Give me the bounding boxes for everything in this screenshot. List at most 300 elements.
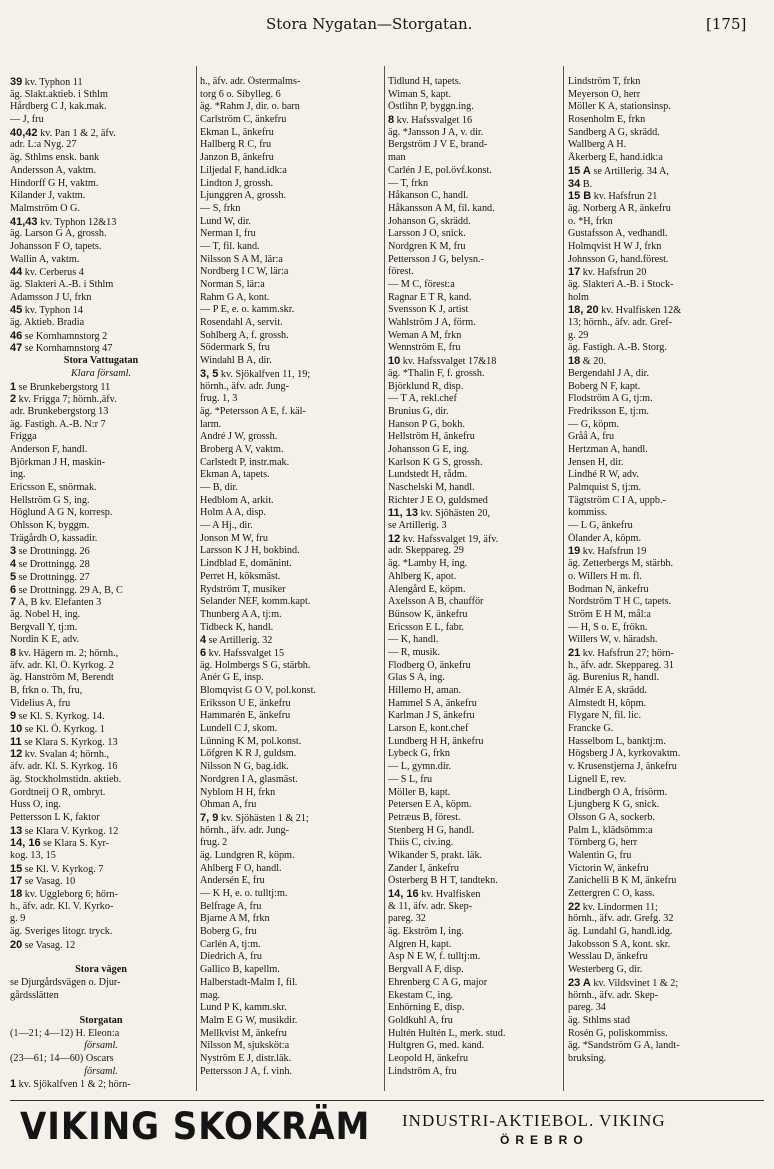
directory-entry: Boberg N F, kapt.	[568, 380, 641, 392]
directory-entry: 3, 5 kv. Sjökalfven 11, 19;	[200, 367, 311, 380]
directory-entry: Hillemo H, aman.	[388, 685, 461, 696]
directory-entry: Högsberg J A, kyrkovaktm.	[568, 748, 681, 760]
directory-entry: Håkanson C, handl.	[388, 190, 469, 202]
directory-entry: Petræus B, förest.	[388, 811, 461, 823]
directory-entry: 39 kv. Typhon 11	[10, 76, 83, 88]
directory-entry: Bergström J V E, brand-	[388, 139, 488, 151]
directory-entry: Palmquist S, tj:m.	[568, 482, 642, 493]
directory-entry: Nordin K E, adv.	[10, 634, 80, 646]
directory-entry: Perret H, köksmäst.	[200, 570, 281, 582]
directory-entry: Björklund R, disp.	[388, 380, 464, 392]
directory-entry: Liljedal F, hand.idk:a	[200, 164, 287, 176]
directory-entry: Hindorff G H, vaktm.	[10, 177, 99, 189]
directory-entry: Gustafsson A, vedhandl.	[568, 228, 668, 240]
directory-entry: Carlén J E, pol.övf.konst.	[388, 164, 492, 176]
directory-entry: 13; hörnh., äfv. adr. Gref-	[568, 317, 673, 329]
directory-entry: Lundberg H H, änkefru	[388, 735, 484, 747]
directory-entry: äg. Larson G A, grossh.	[10, 228, 107, 240]
directory-entry: äg. Slakteri A.-B. i Stock-	[568, 279, 674, 290]
directory-entry: Mellkvist M, änkefru	[200, 1027, 287, 1039]
directory-entry: äg. Ekström I, ing.	[388, 926, 464, 938]
directory-entry: 4 se Artillerig. 32	[200, 634, 273, 647]
directory-entry: 14, 16 se Klara S. Kyr-	[10, 837, 110, 850]
directory-entry: Ohlsson K, byggm.	[10, 520, 90, 532]
directory-entry: äg. *Petersson A E, f. käl-	[200, 405, 306, 417]
directory-entry: Belfrage A, fru	[200, 900, 262, 912]
directory-entry: frug. 1, 3	[200, 393, 238, 405]
directory-entry: Tägtström C I A, uppb.-	[568, 494, 666, 506]
directory-entry: hörnh., äfv. adr. Jung-	[200, 380, 290, 392]
directory-entry: Ericsson E, snörmak.	[10, 482, 97, 493]
directory-entry: — K, handl.	[388, 634, 439, 646]
directory-entry: Westerberg G, dir.	[568, 964, 643, 976]
directory-entry: (23—61; 14—60) Oscars	[10, 1052, 114, 1064]
directory-entry: Anér G E, insp.	[200, 672, 264, 684]
directory-entry: Nordberg I C W, lär:a	[200, 266, 289, 278]
directory-entry: äg. Sthlms stad	[568, 1014, 630, 1026]
directory-entry: Willers W, v. häradsh.	[568, 634, 658, 646]
directory-entry: Rosendahl A, servit.	[200, 317, 283, 329]
directory-entry: adr. Skeppareg. 29	[388, 545, 464, 557]
directory-entry: Lundstedt H, rådm.	[388, 469, 468, 481]
directory-entry: Fredriksson E, tj:m.	[568, 405, 649, 417]
directory-entry: Gordtneij O R, ombryt.	[10, 786, 106, 798]
directory-entry: Petersen E A, köpm.	[388, 799, 472, 811]
directory-entry: Huss O, ing.	[10, 799, 61, 811]
directory-entry: Hårdberg C J, kak.mak.	[10, 101, 107, 113]
directory-entry: Alengård E, köpm.	[388, 583, 466, 595]
directory-entry: Adamsson J U, frkn	[10, 291, 92, 303]
ad-city: ÖREBRO	[500, 1133, 589, 1147]
directory-entry: Tidlund H, tapets.	[388, 76, 462, 87]
directory-entry: äg. Lundgren R, köpm.	[200, 849, 295, 861]
ad-brand: VIKING SKOKRÄM	[20, 1105, 371, 1148]
directory-entry: Carlstedt P, instr.mak.	[200, 456, 290, 468]
directory-entry: Östlihn P, byggn.ing.	[388, 101, 474, 113]
directory-entry: Wikander S, prakt. läk.	[388, 849, 483, 861]
directory-entry: Zanichelli B K M, änkefru	[568, 875, 677, 887]
directory-entry: 4 se Drottningg. 28	[10, 558, 90, 571]
directory-entry: — G, köpm.	[568, 418, 619, 430]
column-3	[388, 76, 560, 1091]
directory-entry: Enhörning E, disp.	[388, 1002, 465, 1014]
directory-entry: äg. Slakt.aktieb. i Sthlm	[10, 88, 108, 100]
directory-entry: 45 kv. Typhon 14	[10, 304, 83, 317]
directory-entry: 5 se Drottningg. 27	[10, 570, 90, 583]
directory-entry: äg. Burenius R, handl.	[568, 672, 660, 684]
directory-entry: Ström E H M, mål:a	[568, 608, 651, 620]
directory-entry: Wesslau D, änkefru	[568, 951, 648, 963]
directory-entry: Meyerson O, herr	[568, 88, 641, 100]
directory-entry: — K H, e. o. tulltj:m.	[200, 888, 288, 899]
directory-entry: holm	[568, 291, 589, 303]
directory-entry: Håkansson A M, fil. kand.	[388, 202, 495, 214]
directory-entry: Larson E, kont.chef	[388, 723, 469, 735]
directory-entry: Lund P K, kamm.skr.	[200, 1002, 287, 1014]
directory-entry: Karlman J S, änkefru	[388, 710, 475, 722]
directory-entry: Wahlström J A, förm.	[388, 317, 476, 329]
directory-entry: Nyblom H H, frkn	[200, 786, 276, 798]
directory-entry: Jensen H, dir.	[568, 456, 624, 468]
directory-entry: Andersén E, fru	[200, 875, 265, 887]
directory-entry: Bergvall Y, tj:m.	[10, 621, 78, 633]
directory-entry: 21 kv. Hafsfrun 27; hörn-	[568, 646, 674, 659]
directory-entry: Rosenholm E, frkn	[568, 114, 646, 126]
directory-entry: Jakobsson S A, kont. skr.	[568, 938, 671, 950]
directory-entry: Nilsson S A M, lär:a	[200, 253, 283, 265]
directory-entry: se Djurgårdsvägen o. Djur-	[10, 976, 121, 988]
directory-entry: Ahlberg F O, handl.	[200, 862, 282, 874]
directory-entry: 17 kv. Hafsfrun 20	[568, 266, 647, 279]
directory-entry: Bergendahl J A, dir.	[568, 367, 650, 379]
directory-entry: 7 A, B kv. Elefanten 3	[10, 596, 102, 609]
directory-entry: Lund W, dir.	[200, 215, 251, 227]
directory-entry: Hertzman A, handl.	[568, 443, 648, 455]
directory-entry: 34 B.	[568, 177, 593, 190]
directory-entry: Möller B, kapt.	[388, 786, 451, 798]
directory-entry: Halberstadt-Malm I, fil.	[200, 976, 298, 988]
directory-entry: Windahl B A, dir.	[200, 355, 272, 367]
directory-entry: Stora vägen	[75, 964, 127, 976]
directory-entry: Ericsson E L, fabr.	[388, 621, 465, 633]
advertisement-banner	[10, 1100, 764, 1155]
directory-entry: Holmqvist H W J, frkn	[568, 240, 662, 252]
directory-entry: Lindbergh O A, frisörm.	[568, 786, 668, 798]
directory-entry: äg. *Lamby H, ing.	[388, 558, 468, 570]
directory-entry: 18 & 20.	[568, 355, 607, 368]
directory-entry: Nilsson M, sjuksköt:a	[200, 1040, 290, 1052]
directory-entry: 8 kv. Hägern m. 2; hörnh.,	[10, 646, 119, 659]
directory-entry: Nyström E J, distr.läk.	[200, 1052, 292, 1064]
directory-entry: äg. Norberg A R, änkefru	[568, 202, 671, 214]
directory-entry: Ehrenberg C A G, major	[388, 976, 488, 988]
directory-entry: o. Willers H m. fl.	[568, 570, 642, 582]
directory-entry: 9 se Kl. S. Kyrkog. 14.	[10, 710, 105, 723]
directory-entry: h., äfv. adr. Kl. V. Kyrko-	[10, 900, 114, 912]
directory-entry: 6 kv. Hafssvalget 15	[200, 646, 285, 659]
directory-entry: Hanson P G, bokh.	[388, 418, 465, 430]
ad-company: INDUSTRI-AKTIEBOL. VIKING	[402, 1111, 666, 1130]
directory-entry: — J, fru	[10, 114, 44, 126]
directory-entry: Hasselbom L, banktj:m.	[568, 735, 666, 747]
directory-entry: Ölander A, köpm.	[568, 532, 641, 544]
directory-entry: torg 6 o. Sibylleg. 6	[200, 88, 281, 100]
directory-entry: se Artillerig. 3	[388, 520, 447, 532]
directory-entry: Ekman L, änkefru	[200, 126, 274, 138]
directory-entry: Boberg G, fru	[200, 926, 257, 938]
directory-entry: Bodman N, änkefru	[568, 583, 649, 595]
directory-entry: Ljungberg K G, snick.	[568, 799, 660, 811]
directory-entry: Hellström H, änkefru	[388, 431, 475, 443]
directory-entry: Trägårdh O, kassadir.	[10, 532, 98, 544]
directory-entry: äg. *Sandström G A, landt-	[568, 1040, 680, 1052]
directory-entry: — P E, e. o. kamm.skr.	[200, 304, 295, 316]
directory-entry: Larsson K J H, bokbind.	[200, 545, 300, 557]
directory-entry: Carlén A, tj:m.	[200, 938, 261, 950]
directory-entry: kog. 13, 15	[10, 849, 56, 861]
directory-entry: Tidbeck K, handl.	[200, 621, 274, 633]
directory-entry: — B, dir.	[200, 482, 238, 493]
directory-entry: hörnh., äfv. adr. Jung-	[200, 824, 290, 836]
directory-entry: 46 se Kornhamnstorg 2	[10, 329, 108, 342]
directory-entry: Olsson G A, sockerb.	[568, 811, 655, 823]
directory-entry: Höglund A G N, korresp.	[10, 507, 113, 519]
directory-entry: Hammarén E, änkefru	[200, 710, 291, 722]
directory-entry: Hallberg R C, fru	[200, 139, 272, 151]
directory-entry: 22 kv. Lindormen 11;	[568, 900, 658, 913]
directory-entry: mag.	[200, 989, 221, 1001]
directory-entry: 11 se Klara S. Kyrkog. 13	[10, 735, 118, 748]
directory-entry: Johansson G E, ing.	[388, 443, 470, 455]
directory-entry: Stenberg H G, handl.	[388, 824, 475, 836]
directory-entry: Malm E G W, musikdir.	[200, 1014, 298, 1026]
directory-entry: frug. 2	[200, 837, 228, 849]
directory-entry: Weman A M, frkn	[388, 329, 462, 341]
directory-entry: g. 9	[10, 913, 26, 925]
directory-entry: Lünning K M, pol.konst.	[200, 735, 302, 747]
directory-entry: — S L, fru	[388, 773, 433, 785]
directory-entry: Svensson K J, artist	[388, 304, 469, 316]
directory-entry: Nordgren K M, fru	[388, 240, 466, 252]
directory-entry: Lindström T, frkn	[568, 76, 641, 87]
directory-entry: Diedrich A, fru	[200, 951, 262, 963]
directory-entry: Bjarne A M, frkn	[200, 913, 270, 925]
directory-entry: Almstedt H, köpm.	[568, 697, 647, 709]
directory-entry: Ahlberg K, apot.	[388, 570, 457, 582]
directory-entry: Lindström A, fru	[388, 1065, 457, 1077]
directory-entry: ing.	[10, 469, 26, 481]
directory-entry: Leopold H, änkefru	[388, 1052, 469, 1064]
directory-entry: (1—21; 4—12) H. Eleon:a	[10, 1027, 120, 1039]
directory-entry: förest.	[388, 266, 414, 278]
directory-entry: 18, 20 kv. Hvalfisken 12&	[568, 304, 682, 317]
directory-entry: Lindhé R W, adv.	[568, 469, 639, 481]
directory-entry: Johansson F O, tapets.	[10, 240, 102, 252]
directory-entry: Nilsson N G, bag.idk.	[200, 761, 289, 773]
directory-entry: man	[388, 152, 406, 164]
directory-entry: Andersson A, vaktm.	[10, 164, 97, 176]
directory-entry: Sandberg A G, skrädd.	[568, 126, 660, 138]
directory-entry: Thunberg A A, tj:m.	[200, 608, 282, 620]
directory-entry: Wallberg A H.	[568, 139, 627, 151]
directory-entry: 1 se Brunkebergstorg 11	[10, 380, 111, 393]
directory-entry: Richter J E O, guldsmed	[388, 494, 488, 506]
directory-entry: Glas S A, ing.	[388, 672, 445, 684]
directory-entry: Rahm G A, kont.	[200, 291, 270, 303]
directory-entry: pareg. 32	[388, 913, 426, 925]
directory-entry: Ekestam C, ing.	[388, 989, 454, 1001]
directory-entry: Almér E A, skrädd.	[568, 685, 647, 696]
directory-entry: Stora Vattugatan	[63, 355, 139, 367]
directory-entry: — L G, änkefru	[568, 520, 633, 532]
directory-entry: Pettersson L K, faktor	[10, 811, 100, 823]
directory-entry: Kilander J, vaktm.	[10, 190, 86, 202]
directory-entry: 13 se Klara V. Kyrkog. 12	[10, 824, 119, 837]
column-2	[200, 76, 380, 1091]
directory-entry: Rydström T, musiker	[200, 583, 286, 595]
directory-entry: 8 kv. Hafssvalget 16	[388, 114, 473, 127]
directory-entry: 44 kv. Cerberus 4	[10, 266, 84, 279]
directory-columns	[10, 76, 760, 1091]
directory-entry: Lindblad E, domänint.	[200, 558, 292, 570]
directory-entry: h., äfv. adr. Östermalms-	[200, 76, 301, 87]
directory-entry: Janzon B, änkefru	[200, 152, 274, 164]
directory-entry: hörnh., äfv. adr. Grefg. 32	[568, 913, 674, 925]
directory-entry: 3 se Drottningg. 26	[10, 545, 90, 558]
directory-entry: äg. Fastigh. A.-B. N:r 7	[10, 418, 106, 430]
directory-entry: Malmström O G.	[10, 202, 80, 214]
directory-entry: äg. *Rahm J, dir. o. barn	[200, 101, 300, 113]
directory-entry: äg. Hanström M, Berendt	[10, 672, 114, 684]
directory-entry: Palm L, klädsömm:a	[568, 824, 653, 836]
directory-entry: gårdsslätten	[10, 989, 59, 1001]
directory-entry: Flodström A G, tj:m.	[568, 393, 653, 405]
directory-entry: Ekman A, tapets.	[200, 469, 270, 481]
directory-entry: Thiis C, civ.ing.	[388, 837, 454, 849]
directory-entry: Bergvall A F, disp.	[388, 964, 464, 976]
directory-entry: 19 kv. Hafsfrun 19	[568, 545, 647, 558]
directory-entry: Ljunggren A, grossh.	[200, 190, 287, 202]
directory-entry: Klara församl.	[70, 367, 131, 379]
directory-entry: g. 29	[568, 329, 589, 341]
directory-entry: Nordgren I A, glasmäst.	[200, 773, 298, 785]
directory-entry: adr. Brunkebergstorg 13	[10, 405, 109, 417]
directory-entry: 2 kv. Frigga 7; hörnh.,äfv.	[10, 393, 117, 406]
column-4	[568, 76, 760, 1091]
directory-entry: — T, fil. kand.	[200, 240, 260, 252]
page-header	[0, 6, 774, 44]
directory-entry: Jonson M W, fru	[200, 532, 268, 544]
directory-entry: — R, musik.	[388, 646, 441, 658]
directory-entry: Gråå A, fru	[568, 431, 615, 443]
directory-entry: äg. Lundahl G, handl.idg.	[568, 926, 673, 938]
directory-entry: Walentin G, fru	[568, 849, 632, 861]
directory-entry: 18 kv. Uggleborg 6; hörn-	[10, 888, 118, 900]
directory-entry: Holm A A, disp.	[200, 507, 266, 519]
directory-entry: Videlius A, fru	[10, 697, 71, 709]
directory-entry: 6 se Drottningg. 29 A, B, C	[10, 583, 123, 596]
directory-entry: Broberg A V, vaktm.	[200, 443, 284, 455]
directory-entry: Flygare N, fil. lic.	[568, 710, 641, 722]
directory-entry: larm.	[200, 418, 222, 430]
directory-entry: 14, 16 kv. Hvalfisken	[388, 888, 481, 900]
directory-entry: 20 se Vasag. 12	[10, 938, 76, 951]
directory-entry: Rosén G, poliskommiss.	[568, 1027, 668, 1039]
directory-entry: hörnh., äfv. adr. Skep-	[568, 989, 659, 1001]
directory-entry: församl.	[84, 1065, 118, 1077]
directory-entry: Möller K A, stationsinsp.	[568, 101, 671, 113]
directory-entry: Johnsson G, hand.förest.	[568, 253, 669, 265]
directory-entry: Flodberg O, änkefru	[388, 659, 471, 671]
directory-entry: äg. Holmbergs S G, stärbh.	[200, 659, 311, 671]
directory-entry: Gallico B, kapellm.	[200, 964, 280, 976]
directory-entry: — T A, rekl.chef	[388, 393, 457, 405]
directory-entry: 47 se Kornhamnstorg 47	[10, 342, 113, 355]
directory-entry: Bünsow K, änkefru	[388, 608, 468, 620]
directory-entry: församl.	[84, 1040, 118, 1052]
directory-entry: — T, frkn	[388, 177, 429, 189]
directory-entry: äg. Aktieb. Bradia	[10, 317, 85, 329]
directory-entry: Victorin W, änkefru	[568, 862, 649, 874]
directory-entry: Öhman A, fru	[200, 799, 257, 811]
directory-entry: 23 A kv. Vildsvinet 1 & 2;	[568, 976, 679, 989]
directory-entry: Francke G.	[568, 723, 614, 735]
directory-entry: Pettersson J A, f. vinh.	[200, 1065, 292, 1077]
directory-entry: bruksing.	[568, 1052, 607, 1064]
directory-entry: äg. Sthlms ensk. bank	[10, 152, 100, 164]
directory-entry: äfv. adr. Kl. Ö. Kyrkog. 2	[10, 659, 115, 671]
directory-entry: 11, 13 kv. Sjöhästen 20,	[388, 507, 491, 520]
directory-entry: äg. Slakteri A.-B. i Sthlm	[10, 279, 114, 290]
directory-entry: Naschelski M, handl.	[388, 482, 475, 493]
directory-entry: Axelsson A B, chaufför	[388, 596, 484, 608]
directory-entry: Lundell C J, skom.	[200, 723, 278, 735]
directory-entry: Åkerberg E, hand.idk:a	[568, 152, 663, 164]
directory-entry: Lindton J, grossh.	[200, 177, 274, 189]
directory-entry: äg. *Thalin F, f. grossh.	[388, 367, 485, 379]
directory-entry: Asp N E W, f. tulltj:m.	[388, 951, 481, 963]
directory-entry: Storgatan	[79, 1014, 123, 1026]
directory-entry: Södermark S, fru	[200, 342, 270, 354]
directory-entry: 12 kv. Hafssvalget 19, äfv.	[388, 532, 499, 545]
directory-entry: Hultgren G, med. kand.	[388, 1040, 485, 1052]
directory-entry: Björkman J H, maskin-	[10, 456, 106, 468]
directory-entry: André J W, grossh.	[200, 431, 278, 443]
page-number: [175]	[706, 15, 747, 33]
directory-entry: Eriksson U E, änkefru	[200, 697, 291, 709]
directory-entry: 41,43 kv. Typhon 12&13	[10, 215, 117, 228]
directory-entry: 15 B kv. Hafsfrun 21	[568, 190, 658, 203]
directory-entry: 1 kv. Sjökalfven 1 & 2; hörn-	[10, 1078, 131, 1091]
directory-entry: adr. L:a Nyg. 27	[10, 139, 77, 151]
directory-entry: B, frkn o. Th, fru,	[10, 685, 83, 696]
page-title: Stora Nygatan—Storgatan.	[266, 15, 473, 33]
directory-entry: o. *H, frkn	[568, 215, 613, 227]
directory-entry: 10 kv. Hafssvalget 17&18	[388, 355, 497, 368]
directory-entry: — M C, förest:a	[388, 279, 455, 290]
directory-entry: äg. Sveriges litogr. tryck.	[10, 926, 113, 938]
directory-entry: h., äfv. adr. Skeppareg. 31	[568, 659, 674, 671]
directory-entry: Carlström C, änkefru	[200, 114, 287, 126]
directory-entry: Lignell E, rev.	[568, 773, 627, 785]
directory-entry: Hultén Hultén L, merk. stud.	[388, 1027, 506, 1039]
directory-entry: — H, S o. E, frökn.	[568, 621, 648, 633]
directory-entry: Blomqvist G O V, pol.konst.	[200, 685, 316, 696]
directory-entry: Karlson K G S, grossh.	[388, 456, 483, 468]
directory-entry: kommiss.	[568, 507, 608, 519]
directory-entry: Nordström T H C, tapets.	[568, 596, 672, 608]
directory-entry: Wiman S, kapt.	[388, 88, 451, 100]
directory-entry: 15 se Kl. V. Kyrkog. 7	[10, 862, 104, 875]
directory-entry: Selander NEF, komm.kapt.	[200, 596, 311, 608]
directory-entry: 15 A se Artillerig. 34 A,	[568, 164, 669, 177]
directory-entry: Wennström E, fru	[388, 342, 461, 354]
directory-entry: Goldkuhl A, fru	[388, 1014, 453, 1026]
column-1	[10, 76, 192, 1091]
directory-entry: äg. Zetterbergs M, stärbh.	[568, 558, 674, 570]
directory-entry: — S, frkn	[200, 202, 241, 214]
directory-entry: — L, gymn.dir.	[388, 761, 452, 773]
directory-entry: Brunius G, dir.	[388, 405, 449, 417]
directory-entry: Lybeck G, frkn	[388, 748, 450, 760]
directory-entry: äg. Fastigh. A.-B. Storg.	[568, 342, 667, 354]
directory-entry: Nerman I, fru	[200, 228, 256, 240]
directory-entry: Pettersson J G, belysn.-	[388, 253, 484, 265]
directory-entry: äg. Nobel H, ing.	[10, 608, 81, 620]
directory-entry: äg. *Jansson J A, v. dir.	[388, 126, 484, 138]
directory-entry: & 11, äfv. adr. Skep-	[388, 900, 473, 912]
directory-entry: Hedblom A, arkit.	[200, 494, 274, 506]
